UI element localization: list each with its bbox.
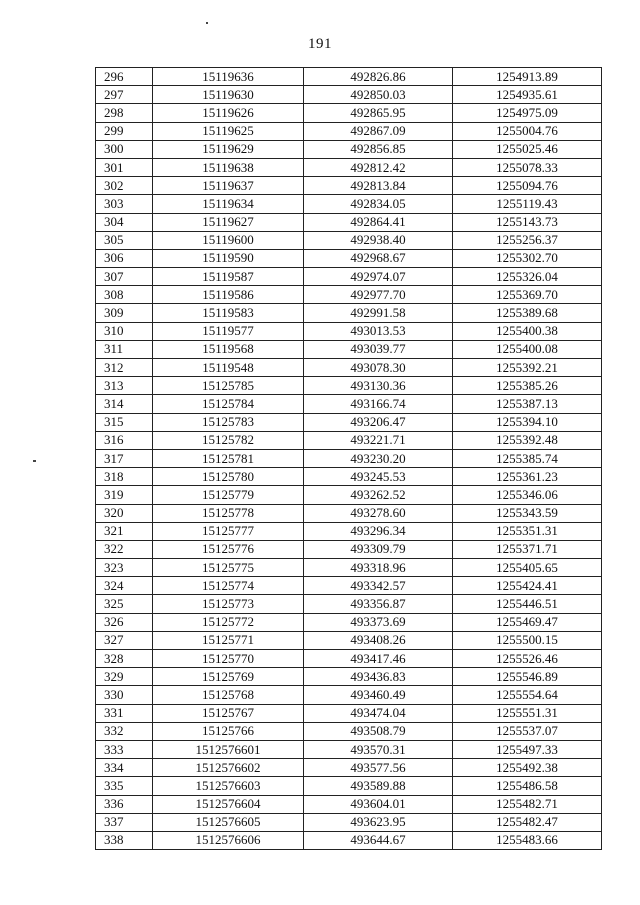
row-number-cell: 311 <box>96 340 153 358</box>
y-coordinate-cell: 1255004.76 <box>453 122 602 140</box>
row-number-cell: 316 <box>96 431 153 449</box>
y-coordinate-cell: 1255500.15 <box>453 631 602 649</box>
scan-speck <box>33 460 36 462</box>
x-coordinate-cell: 492865.95 <box>304 104 453 122</box>
x-coordinate-cell: 493309.79 <box>304 540 453 558</box>
x-coordinate-cell: 493436.83 <box>304 668 453 686</box>
table-row <box>96 122 602 140</box>
y-coordinate-cell: 1255483.66 <box>453 831 602 849</box>
x-coordinate-cell: 493039.77 <box>304 340 453 358</box>
x-coordinate-cell: 492938.40 <box>304 231 453 249</box>
table-row <box>96 740 602 758</box>
row-number-cell: 332 <box>96 722 153 740</box>
row-number-cell: 334 <box>96 759 153 777</box>
table-row <box>96 340 602 358</box>
point-id-cell: 15125774 <box>153 577 304 595</box>
row-number-cell: 325 <box>96 595 153 613</box>
row-number-cell: 314 <box>96 395 153 413</box>
x-coordinate-cell: 493206.47 <box>304 413 453 431</box>
table-row <box>96 213 602 231</box>
x-coordinate-cell: 492864.41 <box>304 213 453 231</box>
table-row <box>96 268 602 286</box>
x-coordinate-cell: 493373.69 <box>304 613 453 631</box>
x-coordinate-cell: 493644.67 <box>304 831 453 849</box>
point-id-cell: 15125766 <box>153 722 304 740</box>
table-row <box>96 813 602 831</box>
point-id-cell: 1512576605 <box>153 813 304 831</box>
table-row <box>96 86 602 104</box>
point-id-cell: 15125767 <box>153 704 304 722</box>
point-id-cell: 15119629 <box>153 140 304 158</box>
x-coordinate-cell: 492867.09 <box>304 122 453 140</box>
y-coordinate-cell: 1255094.76 <box>453 177 602 195</box>
y-coordinate-cell: 1255119.43 <box>453 195 602 213</box>
table-row <box>96 158 602 176</box>
y-coordinate-cell: 1255387.13 <box>453 395 602 413</box>
x-coordinate-cell: 493278.60 <box>304 504 453 522</box>
row-number-cell: 301 <box>96 158 153 176</box>
page-number: 191 <box>308 36 332 52</box>
y-coordinate-cell: 1255394.10 <box>453 413 602 431</box>
point-id-cell: 15119634 <box>153 195 304 213</box>
point-id-cell: 15119626 <box>153 104 304 122</box>
row-number-cell: 335 <box>96 777 153 795</box>
point-id-cell: 15119600 <box>153 231 304 249</box>
row-number-cell: 327 <box>96 631 153 649</box>
point-id-cell: 1512576602 <box>153 759 304 777</box>
point-id-cell: 15125782 <box>153 431 304 449</box>
point-id-cell: 1512576601 <box>153 740 304 758</box>
table-row <box>96 68 602 86</box>
point-id-cell: 15119587 <box>153 268 304 286</box>
y-coordinate-cell: 1255554.64 <box>453 686 602 704</box>
table-row <box>96 650 602 668</box>
row-number-cell: 299 <box>96 122 153 140</box>
point-id-cell: 15125785 <box>153 377 304 395</box>
row-number-cell: 297 <box>96 86 153 104</box>
y-coordinate-cell: 1255492.38 <box>453 759 602 777</box>
table-row <box>96 286 602 304</box>
x-coordinate-cell: 492812.42 <box>304 158 453 176</box>
row-number-cell: 321 <box>96 522 153 540</box>
y-coordinate-cell: 1255326.04 <box>453 268 602 286</box>
y-coordinate-cell: 1255385.74 <box>453 449 602 467</box>
table-row <box>96 795 602 813</box>
point-id-cell: 15119548 <box>153 359 304 377</box>
x-coordinate-cell: 493508.79 <box>304 722 453 740</box>
point-id-cell: 15119583 <box>153 304 304 322</box>
row-number-cell: 337 <box>96 813 153 831</box>
table-row <box>96 613 602 631</box>
point-id-cell: 15119636 <box>153 68 304 86</box>
table-row <box>96 777 602 795</box>
row-number-cell: 315 <box>96 413 153 431</box>
x-coordinate-cell: 493166.74 <box>304 395 453 413</box>
y-coordinate-cell: 1255392.48 <box>453 431 602 449</box>
coordinates-table <box>95 67 602 850</box>
table-row <box>96 359 602 377</box>
row-number-cell: 322 <box>96 540 153 558</box>
row-number-cell: 308 <box>96 286 153 304</box>
x-coordinate-cell: 493342.57 <box>304 577 453 595</box>
x-coordinate-cell: 492856.85 <box>304 140 453 158</box>
x-coordinate-cell: 492991.58 <box>304 304 453 322</box>
x-coordinate-cell: 493221.71 <box>304 431 453 449</box>
x-coordinate-cell: 492974.07 <box>304 268 453 286</box>
table-row <box>96 413 602 431</box>
y-coordinate-cell: 1255469.47 <box>453 613 602 631</box>
row-number-cell: 303 <box>96 195 153 213</box>
table-row <box>96 304 602 322</box>
y-coordinate-cell: 1255537.07 <box>453 722 602 740</box>
x-coordinate-cell: 493589.88 <box>304 777 453 795</box>
y-coordinate-cell: 1255482.47 <box>453 813 602 831</box>
row-number-cell: 336 <box>96 795 153 813</box>
point-id-cell: 15119627 <box>153 213 304 231</box>
table-row <box>96 486 602 504</box>
table-row <box>96 559 602 577</box>
point-id-cell: 15125770 <box>153 650 304 668</box>
row-number-cell: 309 <box>96 304 153 322</box>
point-id-cell: 15119638 <box>153 158 304 176</box>
x-coordinate-cell: 493078.30 <box>304 359 453 377</box>
y-coordinate-cell: 1255025.46 <box>453 140 602 158</box>
scan-speck <box>206 22 208 24</box>
table-row <box>96 195 602 213</box>
y-coordinate-cell: 1255392.21 <box>453 359 602 377</box>
row-number-cell: 338 <box>96 831 153 849</box>
point-id-cell: 15125781 <box>153 449 304 467</box>
table-row <box>96 522 602 540</box>
x-coordinate-cell: 493570.31 <box>304 740 453 758</box>
y-coordinate-cell: 1255424.41 <box>453 577 602 595</box>
row-number-cell: 312 <box>96 359 153 377</box>
y-coordinate-cell: 1255369.70 <box>453 286 602 304</box>
table-row <box>96 595 602 613</box>
y-coordinate-cell: 1255385.26 <box>453 377 602 395</box>
x-coordinate-cell: 493623.95 <box>304 813 453 831</box>
row-number-cell: 306 <box>96 249 153 267</box>
table-row <box>96 704 602 722</box>
y-coordinate-cell: 1255405.65 <box>453 559 602 577</box>
y-coordinate-cell: 1255389.68 <box>453 304 602 322</box>
row-number-cell: 302 <box>96 177 153 195</box>
x-coordinate-cell: 493245.53 <box>304 468 453 486</box>
table-row <box>96 177 602 195</box>
row-number-cell: 323 <box>96 559 153 577</box>
point-id-cell: 15125784 <box>153 395 304 413</box>
y-coordinate-cell: 1255346.06 <box>453 486 602 504</box>
row-number-cell: 324 <box>96 577 153 595</box>
row-number-cell: 298 <box>96 104 153 122</box>
x-coordinate-cell: 493417.46 <box>304 650 453 668</box>
y-coordinate-cell: 1255546.89 <box>453 668 602 686</box>
table-row <box>96 759 602 777</box>
row-number-cell: 330 <box>96 686 153 704</box>
row-number-cell: 331 <box>96 704 153 722</box>
table-row <box>96 577 602 595</box>
point-id-cell: 15119586 <box>153 286 304 304</box>
table-row <box>96 831 602 849</box>
table-row <box>96 668 602 686</box>
x-coordinate-cell: 493230.20 <box>304 449 453 467</box>
x-coordinate-cell: 493356.87 <box>304 595 453 613</box>
point-id-cell: 15125772 <box>153 613 304 631</box>
point-id-cell: 1512576604 <box>153 795 304 813</box>
point-id-cell: 15119630 <box>153 86 304 104</box>
y-coordinate-cell: 1254913.89 <box>453 68 602 86</box>
row-number-cell: 333 <box>96 740 153 758</box>
point-id-cell: 15119568 <box>153 340 304 358</box>
point-id-cell: 15125777 <box>153 522 304 540</box>
point-id-cell: 15119637 <box>153 177 304 195</box>
x-coordinate-cell: 493604.01 <box>304 795 453 813</box>
y-coordinate-cell: 1254975.09 <box>453 104 602 122</box>
row-number-cell: 317 <box>96 449 153 467</box>
x-coordinate-cell: 492826.86 <box>304 68 453 86</box>
coordinates-table-body <box>96 68 602 850</box>
y-coordinate-cell: 1255343.59 <box>453 504 602 522</box>
row-number-cell: 328 <box>96 650 153 668</box>
table-row <box>96 504 602 522</box>
y-coordinate-cell: 1255486.58 <box>453 777 602 795</box>
y-coordinate-cell: 1255078.33 <box>453 158 602 176</box>
x-coordinate-cell: 493262.52 <box>304 486 453 504</box>
point-id-cell: 15125769 <box>153 668 304 686</box>
y-coordinate-cell: 1255482.71 <box>453 795 602 813</box>
x-coordinate-cell: 492977.70 <box>304 286 453 304</box>
y-coordinate-cell: 1255143.73 <box>453 213 602 231</box>
row-number-cell: 310 <box>96 322 153 340</box>
table-row <box>96 377 602 395</box>
point-id-cell: 15125783 <box>153 413 304 431</box>
table-row <box>96 540 602 558</box>
table-row <box>96 395 602 413</box>
x-coordinate-cell: 493318.96 <box>304 559 453 577</box>
y-coordinate-cell: 1255551.31 <box>453 704 602 722</box>
point-id-cell: 15125768 <box>153 686 304 704</box>
row-number-cell: 320 <box>96 504 153 522</box>
row-number-cell: 326 <box>96 613 153 631</box>
point-id-cell: 15119577 <box>153 322 304 340</box>
point-id-cell: 15125779 <box>153 486 304 504</box>
y-coordinate-cell: 1255400.38 <box>453 322 602 340</box>
row-number-cell: 318 <box>96 468 153 486</box>
x-coordinate-cell: 493577.56 <box>304 759 453 777</box>
x-coordinate-cell: 493460.49 <box>304 686 453 704</box>
table-row <box>96 104 602 122</box>
point-id-cell: 1512576606 <box>153 831 304 849</box>
point-id-cell: 15125776 <box>153 540 304 558</box>
x-coordinate-cell: 493474.04 <box>304 704 453 722</box>
row-number-cell: 300 <box>96 140 153 158</box>
x-coordinate-cell: 493408.26 <box>304 631 453 649</box>
y-coordinate-cell: 1255371.71 <box>453 540 602 558</box>
table-row <box>96 722 602 740</box>
row-number-cell: 296 <box>96 68 153 86</box>
y-coordinate-cell: 1254935.61 <box>453 86 602 104</box>
row-number-cell: 313 <box>96 377 153 395</box>
row-number-cell: 305 <box>96 231 153 249</box>
x-coordinate-cell: 493013.53 <box>304 322 453 340</box>
point-id-cell: 15119625 <box>153 122 304 140</box>
y-coordinate-cell: 1255256.37 <box>453 231 602 249</box>
y-coordinate-cell: 1255446.51 <box>453 595 602 613</box>
table-row <box>96 631 602 649</box>
row-number-cell: 319 <box>96 486 153 504</box>
x-coordinate-cell: 493130.36 <box>304 377 453 395</box>
point-id-cell: 1512576603 <box>153 777 304 795</box>
x-coordinate-cell: 492834.05 <box>304 195 453 213</box>
row-number-cell: 329 <box>96 668 153 686</box>
y-coordinate-cell: 1255361.23 <box>453 468 602 486</box>
point-id-cell: 15125773 <box>153 595 304 613</box>
x-coordinate-cell: 492850.03 <box>304 86 453 104</box>
point-id-cell: 15119590 <box>153 249 304 267</box>
table-row <box>96 431 602 449</box>
y-coordinate-cell: 1255302.70 <box>453 249 602 267</box>
table-row <box>96 322 602 340</box>
row-number-cell: 307 <box>96 268 153 286</box>
point-id-cell: 15125778 <box>153 504 304 522</box>
x-coordinate-cell: 493296.34 <box>304 522 453 540</box>
y-coordinate-cell: 1255400.08 <box>453 340 602 358</box>
point-id-cell: 15125771 <box>153 631 304 649</box>
row-number-cell: 304 <box>96 213 153 231</box>
table-row <box>96 686 602 704</box>
y-coordinate-cell: 1255497.33 <box>453 740 602 758</box>
y-coordinate-cell: 1255351.31 <box>453 522 602 540</box>
table-row <box>96 449 602 467</box>
y-coordinate-cell: 1255526.46 <box>453 650 602 668</box>
x-coordinate-cell: 492813.84 <box>304 177 453 195</box>
table-row <box>96 231 602 249</box>
point-id-cell: 15125780 <box>153 468 304 486</box>
table-row <box>96 140 602 158</box>
point-id-cell: 15125775 <box>153 559 304 577</box>
x-coordinate-cell: 492968.67 <box>304 249 453 267</box>
table-row <box>96 468 602 486</box>
table-row <box>96 249 602 267</box>
